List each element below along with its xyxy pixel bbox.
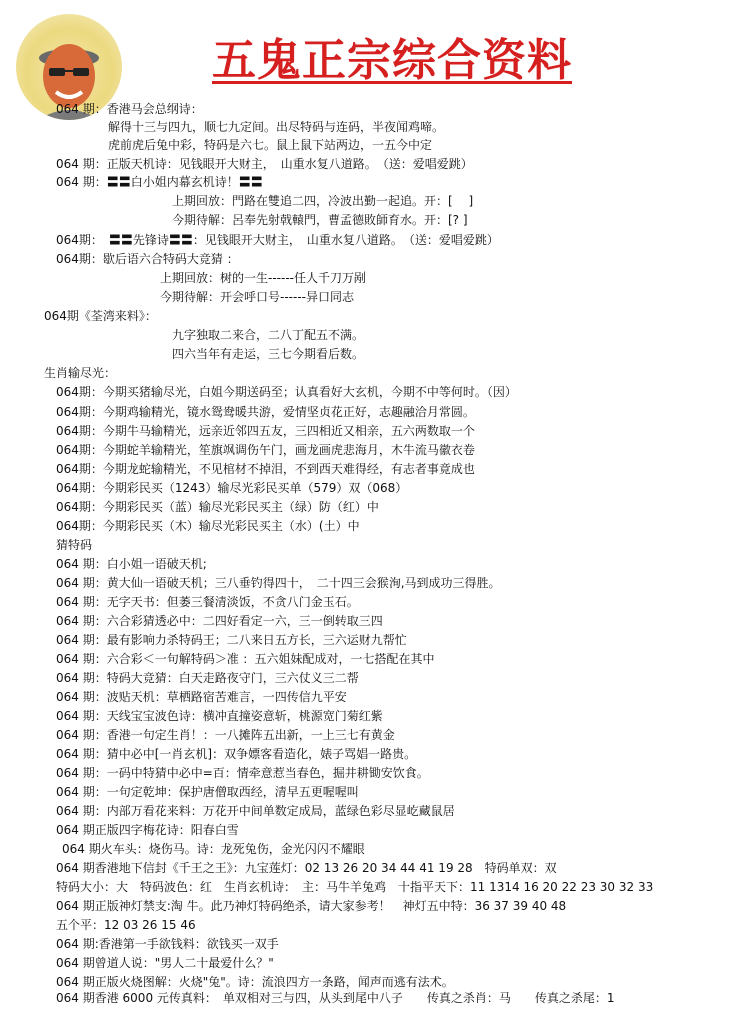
- text-line: 064期：今期彩民买（蓝）输尽光彩民买主（绿）防（红）中: [56, 500, 379, 514]
- text-line: 064 期：天线宝宝波色诗：横冲直撞姿意斩，桃源宽门菊红紫: [56, 709, 383, 723]
- text-line: 今期待解：呂奉先射戟轅門，曹孟德敗師育水。开：[? ]: [172, 213, 468, 227]
- text-line: 064 期：一句定乾坤：保护唐僧取西经，清早五更喔喔叫: [56, 785, 359, 799]
- text-line: 064 期曾道人说："男人二十最爱什么？": [56, 956, 274, 970]
- text-line: 064 期：黄大仙一语破天机；三八垂钓得四十， 二十四三会猴洵,马到成功三得胜。: [56, 576, 501, 590]
- text-line: 064 期：香港马会总纲诗：: [56, 102, 203, 116]
- text-line: 064期《荃湾来料》：: [44, 309, 157, 323]
- text-line: 064 期正版四字梅花诗：阳春白雪: [56, 823, 239, 837]
- text-line: 064 期：最有影响力杀特码王；二八来日五方长，三六运财九帮忙: [56, 633, 407, 647]
- text-line: 064 期香港 6000 元传真料： 单双相对三与四，从头到尾中八子 传真之杀肖：马 传真之杀尾：1: [56, 991, 615, 1005]
- page-title: 五鬼正宗综合资料: [212, 35, 572, 86]
- text-line: 064 期：一码中特猜中必中=百：情牵意惹当春色，掘井耕锄安饮食。: [56, 766, 429, 780]
- text-line: 064期：歇后语六合特码大竞猜 ：: [56, 252, 239, 266]
- text-line: 064期：今期蛇羊输精光，笙旗飒调伤午门，画龙画虎悲海月，木牛流马徽衣卷: [56, 443, 475, 457]
- text-line: 特码大小：大 特码波色：红 生肖玄机诗： 主：马牛羊兔鸡 十指平天下：11 1314 16 20 22 23 30 32 33: [56, 880, 654, 894]
- text-line: 五个平：12 03 26 15 46: [56, 918, 196, 932]
- text-line: 064期：今期鸡输精光，镜水鸳鸯暖共游，爱情坚贞花正好，志趣融洽月常圆。: [56, 405, 475, 419]
- text-line: 064期：今期彩民买（1243）输尽光彩民买单（579）双（068）: [56, 481, 408, 495]
- text-line: 虎前虎后兔中彩，特码是六七。鼠上鼠下站两边，一五今中定: [108, 138, 433, 152]
- text-line: 064 期正版火烧图解：火烧"兔"。诗：流浪四方一条路，闻声而逃有法术。: [56, 975, 454, 989]
- text-line: 064 期:香港第一手欲钱料：欲钱买一双手: [56, 937, 279, 951]
- text-line: 064期：今期彩民买（木）输尽光彩民买主（水）(土）中: [56, 519, 360, 533]
- text-line: 064 期：六合彩猜透必中：二四好看定一六，三一倒转取三四: [56, 614, 383, 628]
- text-line: 064 期香港地下信封《千王之王》：九宝莲灯：02 13 26 20 34 44 41 19 28 特码单双：双: [56, 861, 557, 875]
- text-line: 生肖输尽光：: [44, 366, 117, 380]
- text-line: 064 期：波贴天机：草栖路宿苦难言，一四传信九平安: [56, 690, 347, 704]
- text-line: 064 期：白小姐一语破天机;: [56, 557, 207, 571]
- text-line: 064 期火车头：烧伤马。诗：龙死兔伤，金光闪闪不耀眼: [62, 842, 365, 856]
- text-line: 064 期：〓〓白小姐内幕玄机诗！〓〓: [56, 175, 263, 189]
- text-line: 064 期正版神灯禁支:淘 牛。此乃神灯特码绝杀，请大家参考！ 神灯五中特：36 37 39 40 48: [56, 899, 567, 913]
- text-line: 064 期：六合彩＜一句解特码＞准 ：五六姐妹配成对，一七搭配在其中: [56, 652, 435, 666]
- text-line: 今期待解：开会呼口号------异口同志: [160, 290, 354, 304]
- text-line: 064期： 〓〓先锋诗〓〓：见钱眼开大财主， 山重水复八道路。 （送：爱唱爱跳）: [56, 233, 499, 247]
- text-line: 猜特码: [56, 538, 93, 552]
- text-line: 064 期：香港一句定生肖！：一八摊阵五出新，一上三七有黄金: [56, 728, 395, 742]
- text-line: 上期回放：树的一生------任人千刀万剐: [160, 271, 366, 285]
- text-line: 解得十三与四九，顺七九定间。出尽特码与连码，半夜闻鸡啼。: [108, 120, 445, 134]
- text-line: 064期：今期牛马输精光，远亲近邻四五友，三四相近又相亲，五六两数取一个: [56, 424, 475, 438]
- text-line: 064 期：猜中必中[一肖玄机]：双争嫖客看造化，婊子骂娼一路贵。: [56, 747, 417, 761]
- text-line: 064 期：特码大竞猜：白天走路夜守门，三六仗义三二帮: [56, 671, 359, 685]
- text-line: 上期回放：門路在雙追二四，冷波出勤一起追。开：[ ]: [172, 194, 474, 208]
- text-line: 064期：今期龙蛇输精光，不见棺材不掉泪，不到西天难得经，有志者事竟成也: [56, 462, 475, 476]
- text-line: 064 期：内部万看花来料：万花开中间单数定成局，蓝绿色彩尽显屹藏鼠居: [56, 804, 455, 818]
- text-line: 九字独取二来合，二八丁配五不满。: [172, 328, 365, 342]
- text-line: 064 期：正版天机诗：见钱眼开大财主， 山重水复八道路。 （送：爱唱爱跳）: [56, 157, 473, 171]
- text-line: 四六当年有走运，三七今期看后数。: [172, 347, 365, 361]
- text-line: 064期：今期买猪输尽光，白姐今期送码至；认真看好大玄机，今期不中等何时。（因）: [56, 385, 517, 399]
- text-line: 064 期：无字天书：但萎三餐清淡饭，不贪八门金玉石。: [56, 595, 359, 609]
